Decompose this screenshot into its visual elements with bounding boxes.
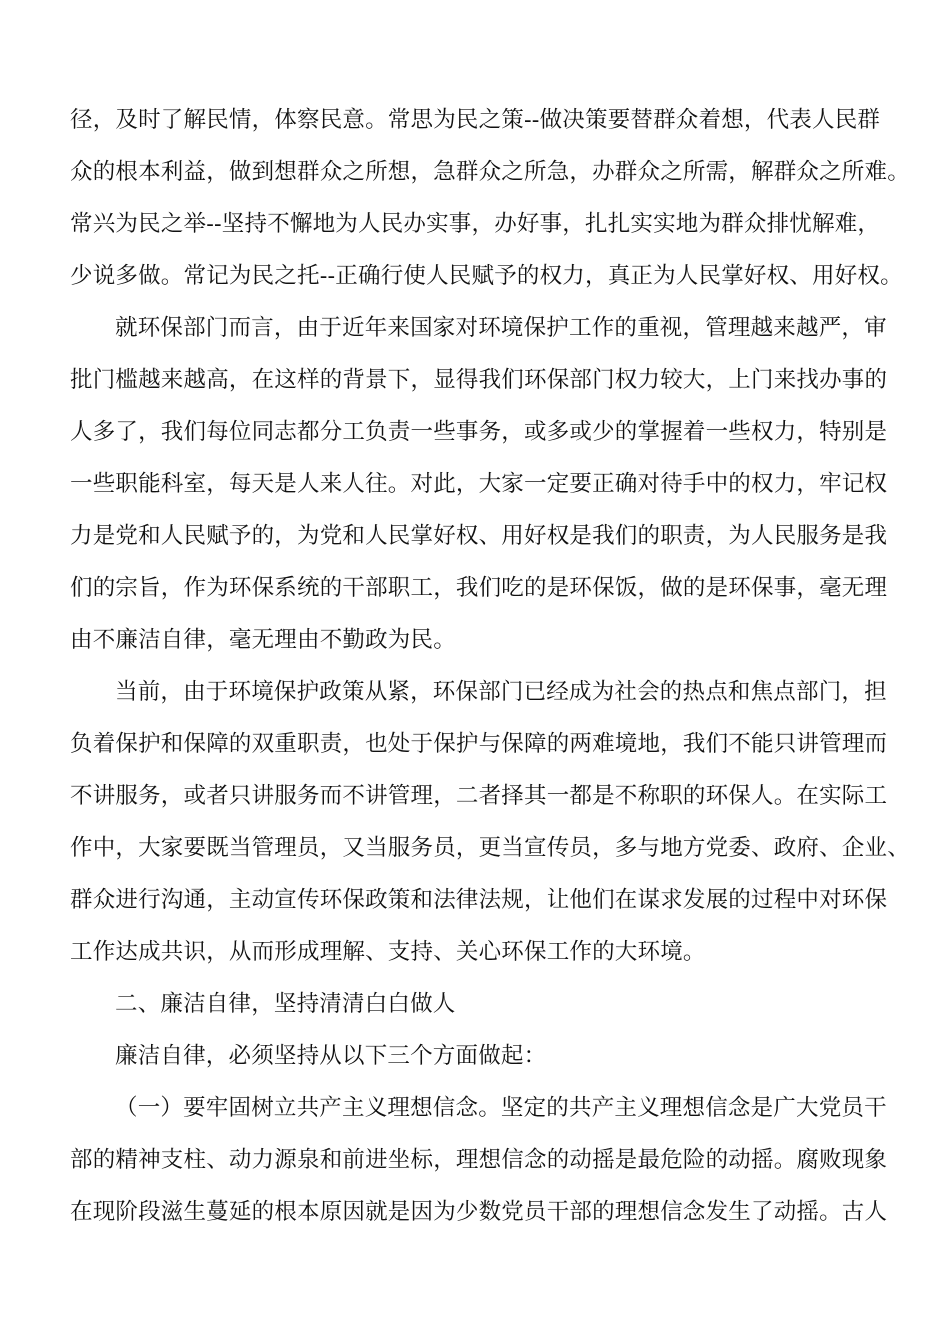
text-line: 由不廉洁自律，毫无理由不勤政为民。 xyxy=(70,627,456,653)
text-line: 在现阶段滋生蔓延的根本原因就是因为少数党员干部的理想信念发生了动摇。古人 xyxy=(70,1199,888,1225)
text-line: 一些职能科室，每天是人来人往。对此，大家一定要正确对待手中的权力，牢记权 xyxy=(70,471,888,497)
paragraph-first-line: （一）要牢固树立共产主义理想信念。坚定的共产主义理想信念是广大党员干 xyxy=(115,1095,887,1121)
text-line: 人多了，我们每位同志都分工负责一些事务，或多或少的掌握着一些权力，特别是 xyxy=(70,419,888,445)
text-line: 力是党和人民赋予的，为党和人民掌好权、用好权是我们的职责，为人民服务是我 xyxy=(70,523,888,549)
text-line: 群众进行沟通，主动宣传环保政策和法律法规，让他们在谋求发展的过程中对环保 xyxy=(70,887,888,913)
text-line: 批门槛越来越高，在这样的背景下，显得我们环保部门权力较大，上门来找办事的 xyxy=(70,367,888,393)
text-line: 常兴为民之举--坚持不懈地为人民办实事，办好事，扎扎实实地为群众排忧解难， xyxy=(70,211,881,237)
document-page xyxy=(70,94,910,1238)
paragraph-first-line: 就环保部门而言，由于近年来国家对环境保护工作的重视，管理越来越严，审 xyxy=(115,315,887,341)
paragraph-first-line: 当前，由于环境保护政策从紧，环保部门已经成为社会的热点和焦点部门，担 xyxy=(115,679,887,705)
section-heading: 二、廉洁自律，坚持清清白白做人 xyxy=(115,991,456,1017)
text-line: 众的根本利益，做到想群众之所想，急群众之所急，办群众之所需，解群众之所难。 xyxy=(70,159,910,185)
text-line: 少说多做。常记为民之托--正确行使人民赋予的权力，真正为人民掌好权、用好权。 xyxy=(70,263,903,289)
text-line: 负着保护和保障的双重职责，也处于保护与保障的两难境地，我们不能只讲管理而 xyxy=(70,731,888,757)
paragraph-first-line: 廉洁自律，必须坚持从以下三个方面做起： xyxy=(115,1043,547,1069)
text-line: 工作达成共识，从而形成理解、支持、关心环保工作的大环境。 xyxy=(70,939,706,965)
text-line: 径，及时了解民情，体察民意。常思为民之策--做决策要替群众着想，代表人民群 xyxy=(70,107,881,133)
text-line: 部的精神支柱、动力源泉和前进坐标，理想信念的动摇是最危险的动摇。腐败现象 xyxy=(70,1147,888,1173)
text-line: 们的宗旨，作为环保系统的干部职工，我们吃的是环保饭，做的是环保事，毫无理 xyxy=(70,575,888,601)
text-line: 作中，大家要既当管理员，又当服务员，更当宣传员，多与地方党委、政府、企业、 xyxy=(70,835,910,861)
text-line: 不讲服务，或者只讲服务而不讲管理，二者择其一都是不称职的环保人。在实际工 xyxy=(70,783,888,809)
